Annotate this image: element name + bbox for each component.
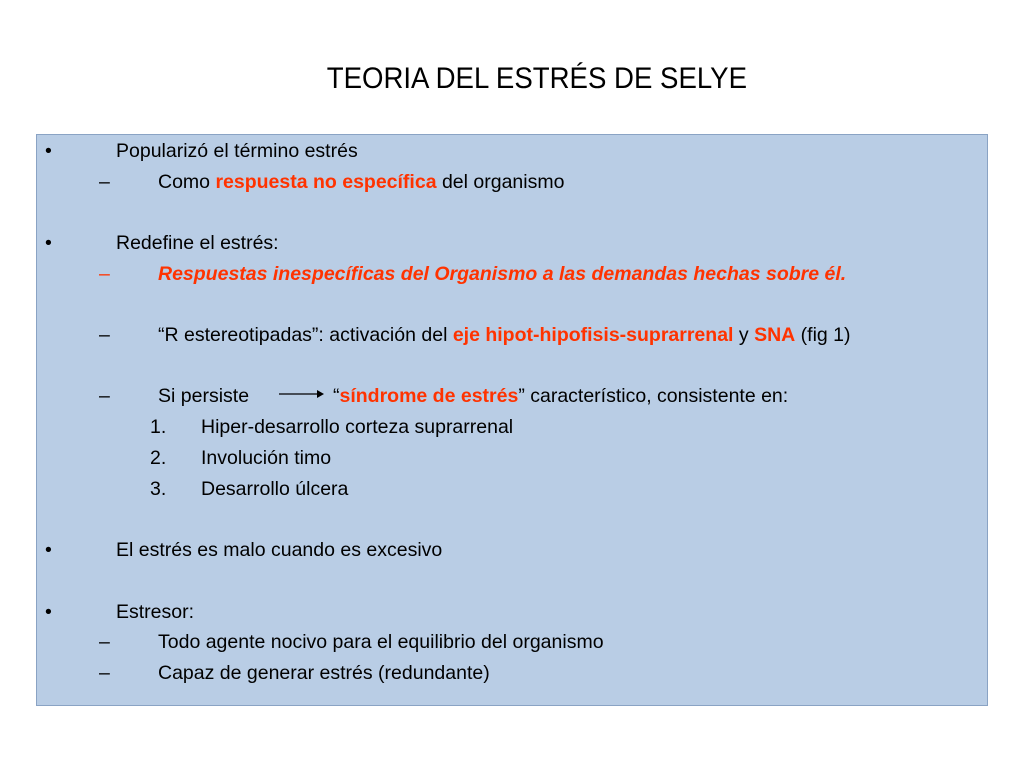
bullet-marker: •: [45, 140, 52, 162]
numbered-marker-3: 3.: [150, 478, 167, 500]
sub-sindrome-estres: “síndrome de estrés” característico, consistente en:: [333, 385, 789, 407]
sub-r-estereotipadas: “R estereotipadas”: activación del eje hipot-hipofisis-suprarrenal y SNA (fig 1): [158, 324, 851, 346]
numbered-item-2: Involución timo: [201, 447, 332, 469]
bullet-marker: •: [45, 232, 52, 254]
numbered-marker-2: 2.: [150, 447, 167, 469]
sub-respuestas-inespecificas: Respuestas inespecíficas del Organismo a las demandas hechas sobre él.: [158, 263, 847, 285]
content-box: [36, 134, 988, 706]
numbered-item-3: Desarrollo úlcera: [201, 478, 349, 500]
bullet-estresor: Estresor:: [116, 601, 195, 623]
dash-marker: –: [99, 662, 110, 684]
numbered-item-1: Hiper-desarrollo corteza suprarrenal: [201, 416, 514, 438]
sub-capaz-generar: Capaz de generar estrés (redundante): [158, 662, 490, 684]
sub-si-persiste: Si persiste: [158, 385, 250, 407]
dash-marker: –: [99, 324, 110, 346]
bullet-populariz: Popularizó el término estrés: [116, 140, 358, 162]
dash-marker: –: [99, 631, 110, 653]
bullet-malo-excesivo: El estrés es malo cuando es excesivo: [116, 539, 443, 561]
bullet-marker: •: [45, 601, 52, 623]
numbered-marker-1: 1.: [150, 416, 167, 438]
slide-title: TEORIA DEL ESTRÉS DE SELYE: [326, 62, 747, 95]
bullet-marker: •: [45, 539, 52, 561]
bullet-redefine: Redefine el estrés:: [116, 232, 279, 254]
sub-respuesta: Como respuesta no específica del organismo: [158, 171, 565, 193]
sub-agente-nocivo: Todo agente nocivo para el equilibrio del organismo: [158, 631, 604, 653]
dash-marker: –: [99, 171, 110, 193]
dash-marker-red: –: [99, 263, 110, 285]
dash-marker: –: [99, 385, 110, 407]
right-arrow-icon: [277, 387, 325, 401]
